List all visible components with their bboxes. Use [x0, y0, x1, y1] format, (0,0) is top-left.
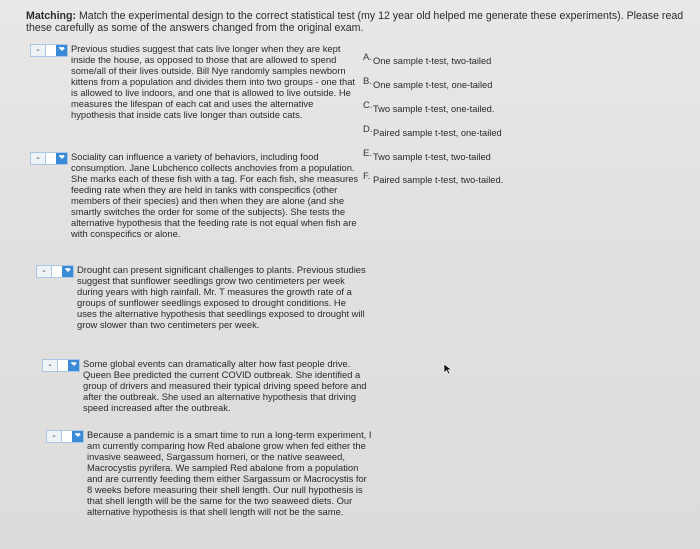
answer-choice-d: D. Paired sample t-test, one-tailed — [363, 124, 502, 138]
question-text-2: Sociality can influence a variety of behaviors, including food consumption. Jane Lubchenco collects anchovies from a population. She marks each of these fish with a tag. For each fish, she measures feeding rate when they are held in tanks with conspecifics (other members of their species) and then when they are alone (and she smartly switches the order for some of the subjects). She tests the alternative hypothesis that the feeding rate is not equal when fish are with conspecifics or alone. — [71, 151, 359, 239]
question-1 — [30, 43, 360, 120]
chevron-down-icon[interactable] — [68, 360, 79, 371]
selected-value: - — [37, 266, 52, 277]
answer-choice-c: C. Two sample t-test, one-tailed. — [363, 100, 495, 114]
question-text-4: Some global events can dramatically alter how fast people drive. Queen Bee predicted the current COVID outbreak. She identified a group of drivers and measured their typical driving speed before and after the outbreak. She used an alternative hypothesis that driving speed increased after the outbreak. — [83, 358, 367, 413]
question-text-3: Drought can present significant challenges to plants. Previous studies suggest that sunflower seedlings grow two centimeters per week during years with high rainfall. Mr. T measures the growth rate of a groups of sunflower seedlings exposed to drought conditions. He uses the alternative hypothesis that seedlings exposed to drought will grow slower than two centimeters per week. — [77, 264, 366, 330]
selected-value: - — [31, 45, 46, 56]
selected-value: - — [47, 431, 62, 442]
answer-select-1[interactable] — [30, 44, 68, 57]
chevron-down-icon[interactable] — [62, 266, 73, 277]
selected-value: - — [31, 153, 46, 164]
question-5 — [46, 429, 376, 517]
answer-select-4[interactable] — [42, 359, 80, 372]
chevron-down-icon[interactable] — [56, 153, 67, 164]
selected-value: - — [43, 360, 58, 371]
answer-select-2[interactable] — [30, 152, 68, 165]
question-3 — [36, 264, 366, 330]
answer-select-5[interactable] — [46, 430, 84, 443]
instructions-heading: Matching: — [26, 10, 77, 22]
answer-choice-b: B. One sample t-test, one-tailed — [363, 76, 493, 90]
chevron-down-icon[interactable] — [72, 431, 83, 442]
question-4 — [42, 358, 372, 413]
answer-select-3[interactable] — [36, 265, 74, 278]
answer-choice-f: F. Paired sample t-test, two-tailed. — [363, 171, 504, 185]
answer-choices — [363, 52, 533, 186]
question-text-5: Because a pandemic is a smart time to run a long-term experiment, I am currently comparing how Red abalone grow when fed either the invasive seaweed, Sargassum horneri, or the native seaweed, Macrocystis pyrifera. We sampled Red abalone from a population and are currently feeding them either Sargassum or Macrocystis for 8 weeks before measuring their shell length. Our null hypothesis is that shell length will be the same for the two seaweed diets. Our alternative hypothesis is that shell length will not be the same. — [87, 429, 372, 517]
question-text-1: Previous studies suggest that cats live longer when they are kept inside the house, as opposed to those that are allowed to spend some/all of their lives outside. Bill Nye randomly samples newborn kittens from a population and divides them into two groups - one that is allowed to live indoors, and one that is allowed to live outside. He measures the lifespan of each cat and uses the alternative hypothesis that inside cats live longer than outside cats. — [71, 43, 356, 120]
answer-choice-e: E. Two sample t-test, two-tailed — [363, 148, 491, 162]
chevron-down-icon[interactable] — [56, 45, 67, 56]
instructions-text: Match the experimental design to the correct statistical test (my 12 year old helped me generate these experiments). Please read these carefully as some of the answers changed from the original exam. — [26, 10, 684, 34]
answer-choice-a: A. One sample t-test, two-tailed — [363, 52, 492, 66]
instructions — [26, 10, 691, 34]
mouse-cursor-icon — [443, 363, 453, 375]
question-2 — [30, 151, 360, 239]
